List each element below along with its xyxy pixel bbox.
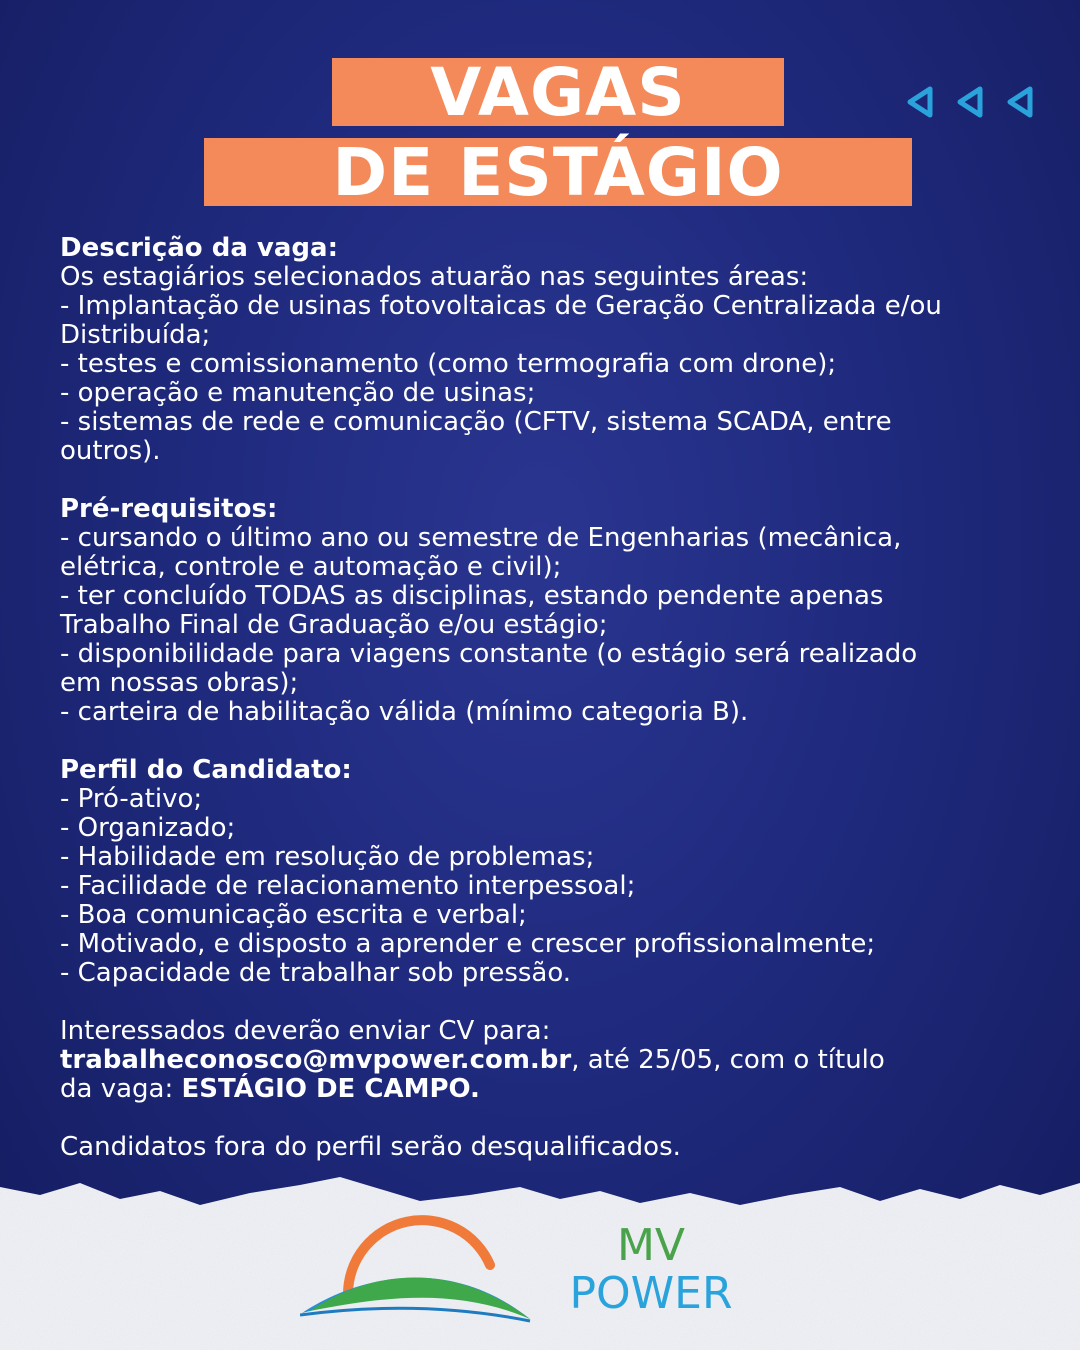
description-line: - Implantação de usinas fotovoltaicas de Geração Centralizada e/ou: [60, 291, 942, 321]
spacer: [60, 1104, 1020, 1133]
requirement-line: - disponibilidade para viagens constante (o estágio será realizado: [60, 639, 918, 669]
requirements-heading: Pré-requisitos:: [60, 494, 278, 524]
spacer: [60, 727, 1020, 756]
requirement-line: em nossas obras);: [60, 668, 299, 698]
spacer: [60, 466, 1020, 495]
profile-line: - Pró-ativo;: [60, 784, 203, 814]
description-line: - operação e manutenção de usinas;: [60, 378, 536, 408]
requirement-line: Trabalho Final de Graduação e/ou estágio;: [60, 610, 608, 640]
requirement-line: - cursando o último ano ou semestre de Engenharias (mecânica,: [60, 523, 902, 553]
contact-vaga-line: [60, 1075, 1020, 1104]
description-line: Distribuída;: [60, 320, 211, 350]
requirement-line: - carteira de habilitação válida (mínimo categoria B).: [60, 697, 749, 727]
contact-email-line: [60, 1046, 1020, 1075]
logo-mv: MV: [616, 1220, 686, 1271]
job-description: [60, 234, 1020, 1162]
profile-line: - Habilidade em resolução de problemas;: [60, 842, 595, 872]
profile-line: - Motivado, e disposto a aprender e crescer profissionalmente;: [60, 929, 876, 959]
vaga-title: ESTÁGIO DE CAMPO.: [181, 1074, 480, 1104]
description-line: outros).: [60, 436, 161, 466]
contact-email: trabalheconosco@mvpower.com.br: [60, 1045, 572, 1075]
title-line-2: DE ESTÁGIO: [204, 138, 912, 206]
profile-heading: Perfil do Candidato:: [60, 755, 352, 785]
requirement-line: - ter concluído TODAS as disciplinas, estando pendente apenas: [60, 581, 884, 611]
logo-power: POWER: [569, 1268, 733, 1319]
description-line: - sistemas de rede e comunicação (CFTV, sistema SCADA, entre: [60, 407, 892, 437]
contact-deadline: , até 25/05, com o título: [571, 1045, 885, 1075]
chevron-left-icon: [902, 84, 938, 120]
profile-line: - Organizado;: [60, 813, 236, 843]
vaga-prefix: da vaga:: [60, 1074, 182, 1104]
chevron-left-icon: [952, 84, 988, 120]
spacer: [60, 988, 1020, 1017]
profile-line: - Facilidade de relacionamento interpessoal;: [60, 871, 636, 901]
description-heading: Descrição da vaga:: [60, 233, 338, 263]
description-line: Os estagiários selecionados atuarão nas seguintes áreas:: [60, 262, 809, 292]
profile-line: - Capacidade de trabalhar sob pressão.: [60, 958, 572, 988]
description-line: - testes e comissionamento (como termografia com drone);: [60, 349, 837, 379]
profile-line: - Boa comunicação escrita e verbal;: [60, 900, 527, 930]
requirement-line: elétrica, controle e automação e civil);: [60, 552, 562, 582]
contact-intro: Interessados deverão enviar CV para:: [60, 1016, 551, 1046]
title-line-1: VAGAS: [332, 58, 784, 126]
disclaimer: Candidatos fora do perfil serão desqualificados.: [60, 1132, 681, 1162]
logo-text: [556, 1222, 746, 1318]
chevron-left-icon: [1002, 84, 1038, 120]
arrows-decoration: [902, 84, 1042, 120]
